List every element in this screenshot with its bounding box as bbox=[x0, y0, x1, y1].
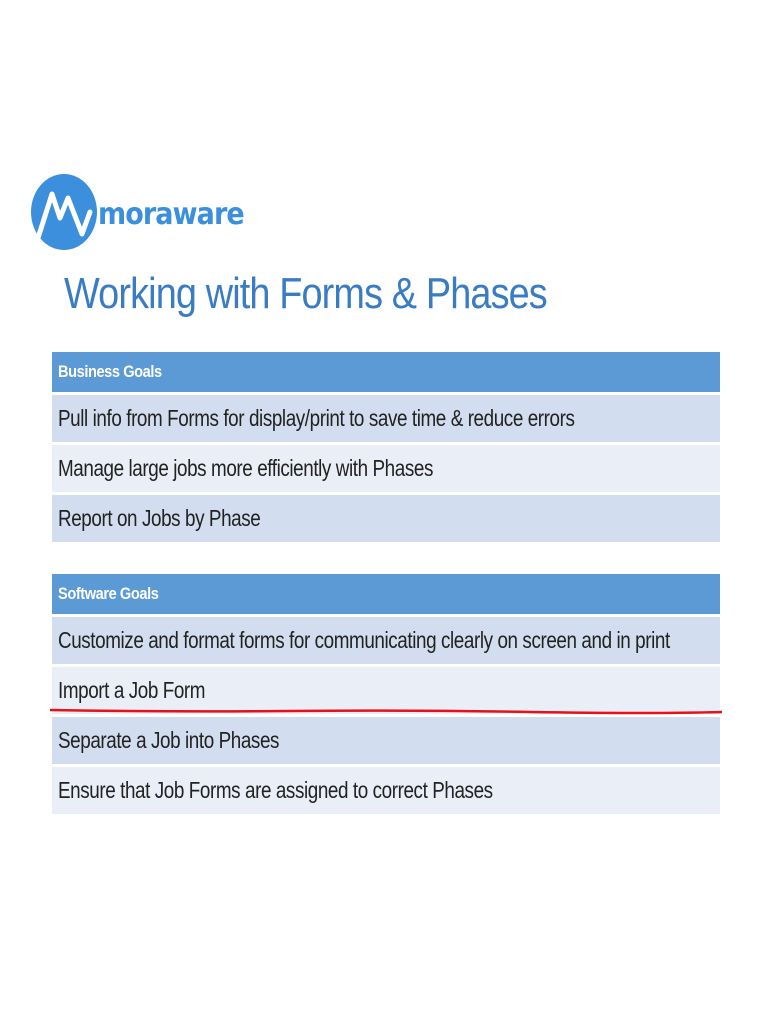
logo-wordmark: moraware bbox=[98, 196, 244, 232]
table-row bbox=[52, 495, 720, 542]
business-goals-table bbox=[52, 352, 720, 542]
business-goals-header bbox=[52, 352, 720, 392]
row-text: Import a Job Form bbox=[58, 677, 206, 703]
software-goals-header-label: Software Goals bbox=[58, 584, 159, 603]
table-row bbox=[52, 717, 720, 764]
software-goals-header bbox=[52, 574, 720, 614]
software-goals-table bbox=[52, 574, 720, 814]
table-row bbox=[52, 395, 720, 442]
row-text: Report on Jobs by Phase bbox=[58, 505, 261, 531]
row-text: Pull info from Forms for display/print to save time & reduce errors bbox=[58, 405, 575, 431]
row-text: Ensure that Job Forms are assigned to correct Phases bbox=[58, 777, 493, 803]
table-row bbox=[52, 445, 720, 492]
table-row bbox=[52, 767, 720, 814]
moraware-mountain-icon bbox=[30, 172, 102, 252]
table-row bbox=[52, 617, 720, 664]
row-text: Customize and format forms for communicating clearly on screen and in print bbox=[58, 627, 670, 653]
red-pen-underline-icon bbox=[50, 706, 722, 716]
business-goals-header-label: Business Goals bbox=[58, 362, 162, 381]
row-text: Separate a Job into Phases bbox=[58, 727, 280, 753]
row-text: Manage large jobs more efficiently with Phases bbox=[58, 455, 433, 481]
page-title: Working with Forms & Phases bbox=[64, 269, 547, 318]
moraware-logo bbox=[30, 172, 260, 252]
